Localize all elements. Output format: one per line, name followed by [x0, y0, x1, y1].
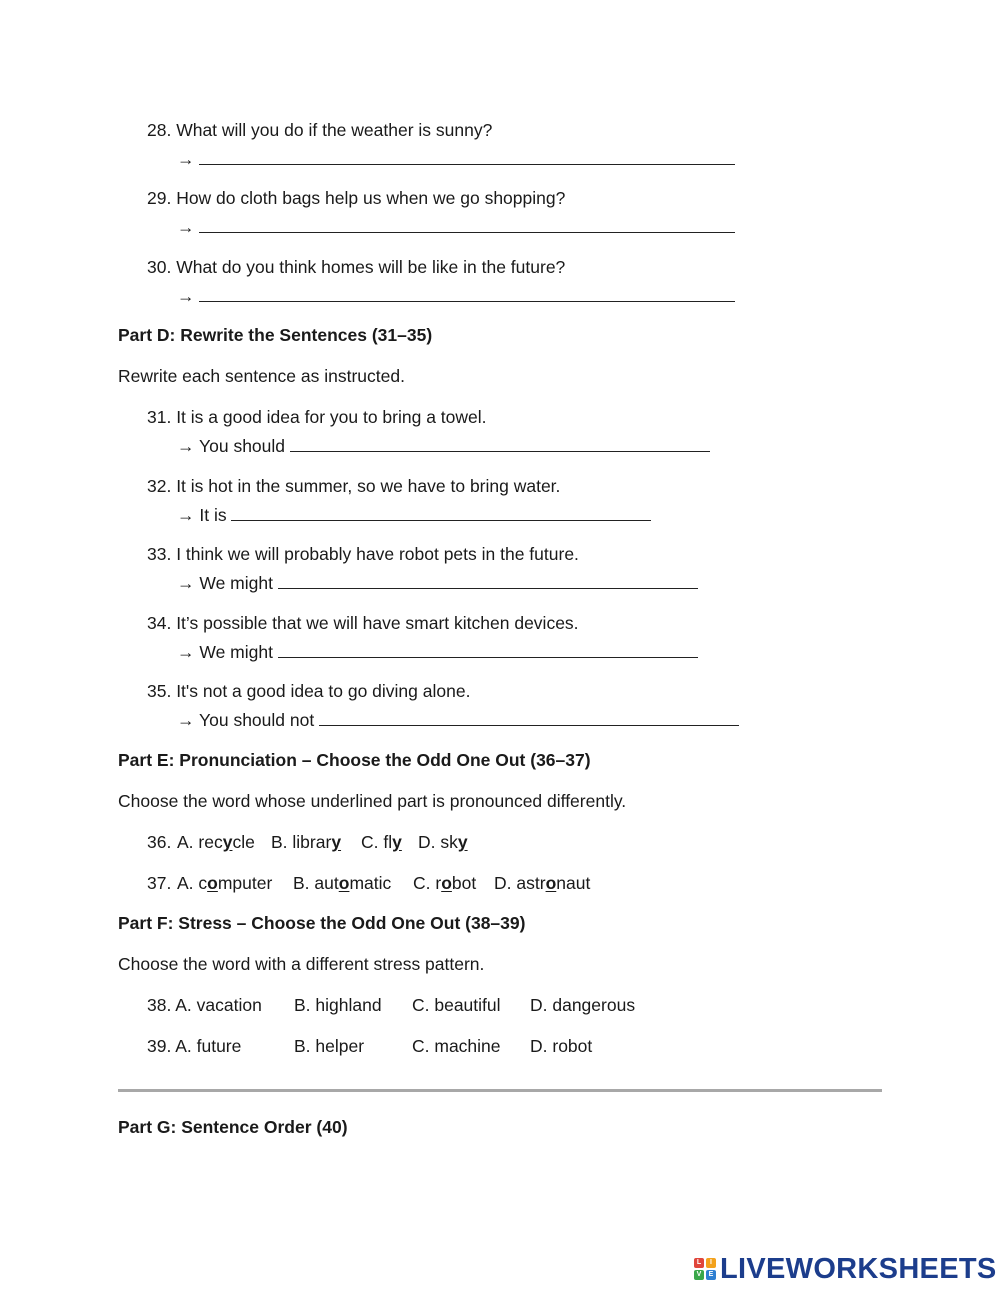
option-d[interactable]: D. dangerous	[530, 995, 636, 1015]
answer-arrow: →	[177, 286, 195, 306]
option-c[interactable]: C. robot	[413, 873, 477, 893]
answer-line-31[interactable]	[177, 434, 710, 457]
question-34: 34. It’s possible that we will have smart kitchen devices.	[147, 613, 579, 633]
question-number: 36.	[147, 832, 172, 852]
option-c[interactable]: C. beautiful	[412, 995, 501, 1015]
part-f-heading: Part F: Stress – Choose the Odd One Out (38–39)	[118, 913, 526, 933]
part-f-instruction: Choose the word with a different stress pattern.	[118, 954, 485, 974]
answer-prefix: → You should not	[177, 710, 315, 730]
answer-blank[interactable]	[199, 284, 735, 302]
logo-blocks-icon: L I V E	[694, 1258, 716, 1280]
option-d[interactable]: D. sky	[418, 832, 468, 852]
answer-line-30[interactable]	[177, 284, 735, 307]
question-32: 32. It is hot in the summer, so we have to bring water.	[147, 476, 561, 496]
answer-blank[interactable]	[290, 434, 710, 452]
question-35: 35. It's not a good idea to go diving alone.	[147, 681, 471, 701]
option-b[interactable]: B. automatic	[293, 873, 392, 893]
answer-line-32[interactable]	[177, 503, 651, 526]
answer-prefix: → We might	[177, 642, 273, 662]
question-31: 31. It is a good idea for you to bring a towel.	[147, 407, 487, 427]
liveworksheets-logo[interactable]	[694, 1252, 997, 1286]
answer-prefix: → You should	[177, 436, 286, 456]
answer-blank[interactable]	[199, 147, 735, 165]
answer-line-35[interactable]	[177, 708, 739, 731]
answer-blank[interactable]	[278, 571, 698, 589]
question-33: 33. I think we will probably have robot pets in the future.	[147, 544, 579, 564]
answer-blank[interactable]	[231, 503, 651, 521]
part-d-instruction: Rewrite each sentence as instructed.	[118, 366, 405, 386]
answer-arrow: →	[177, 217, 195, 237]
question-28: 28. What will you do if the weather is sunny?	[147, 120, 493, 140]
logo-wordmark: LIVEWORKSHEETS	[720, 1252, 997, 1285]
part-d-heading: Part D: Rewrite the Sentences (31–35)	[118, 325, 433, 345]
part-e-instruction: Choose the word whose underlined part is pronounced differently.	[118, 791, 627, 811]
answer-line-29[interactable]	[177, 215, 735, 238]
question-29: 29. How do cloth bags help us when we go shopping?	[147, 188, 566, 208]
option-a[interactable]: 38. A. vacation	[147, 995, 262, 1015]
option-b[interactable]: B. helper	[294, 1036, 365, 1056]
option-b[interactable]: B. highland	[294, 995, 382, 1015]
part-g-heading: Part G: Sentence Order (40)	[118, 1117, 348, 1137]
section-divider	[118, 1089, 882, 1092]
answer-arrow: →	[177, 149, 195, 169]
question-number: 37.	[147, 873, 172, 893]
option-d[interactable]: D. robot	[530, 1036, 593, 1056]
answer-blank[interactable]	[199, 215, 735, 233]
option-b[interactable]: B. library	[271, 832, 342, 852]
answer-line-28[interactable]	[177, 147, 735, 170]
option-c[interactable]: C. machine	[412, 1036, 501, 1056]
part-e-heading: Part E: Pronunciation – Choose the Odd One Out (36–37)	[118, 750, 591, 770]
option-a[interactable]: A. recycle	[177, 832, 255, 852]
option-c[interactable]: C. fly	[361, 832, 402, 852]
question-30: 30. What do you think homes will be like in the future?	[147, 257, 566, 277]
answer-prefix: → It is	[177, 505, 227, 525]
answer-prefix: → We might	[177, 573, 273, 593]
answer-line-34[interactable]	[177, 640, 698, 663]
answer-blank[interactable]	[319, 708, 739, 726]
option-a[interactable]: 39. A. future	[147, 1036, 242, 1056]
option-a[interactable]: A. computer	[177, 873, 273, 893]
answer-line-33[interactable]	[177, 571, 698, 594]
answer-blank[interactable]	[278, 640, 698, 658]
option-d[interactable]: D. astronaut	[494, 873, 591, 893]
